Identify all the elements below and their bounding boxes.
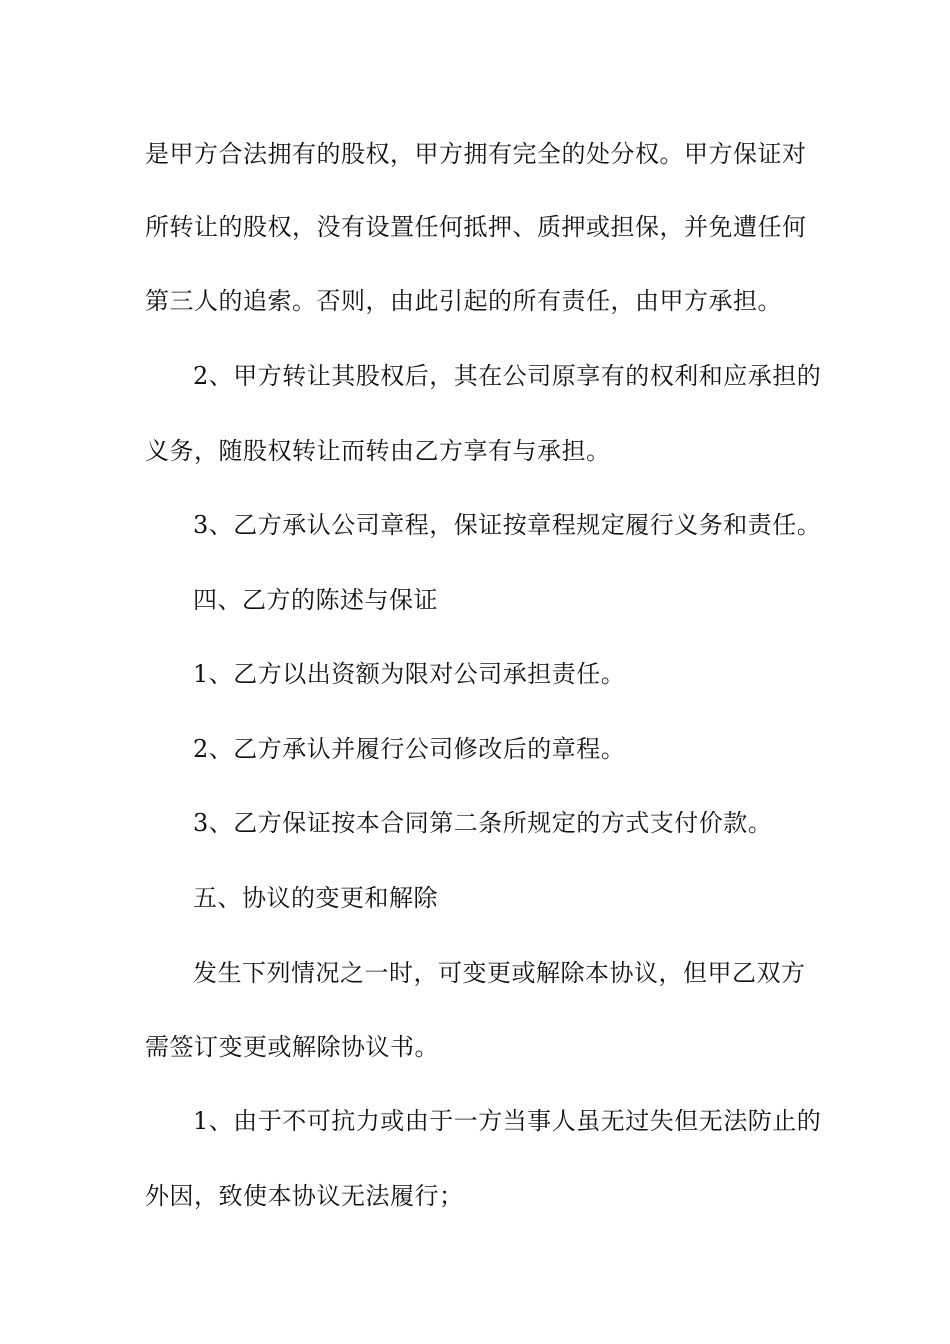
section-heading-5: 五、协议的变更和解除 [193, 884, 438, 912]
text-line-3: 第三人的追索。否则，由此引起的所有责任，由甲方承担。 [145, 287, 782, 315]
text-line-4: 2、甲方转让其股权后，其在公司原享有的权利和应承担的 [193, 362, 822, 390]
text-line-9: 2、乙方承认并履行公司修改后的章程。 [193, 735, 626, 763]
text-line-10: 3、乙方保证按本合同第二条所规定的方式支付价款。 [193, 809, 773, 837]
text-line-14: 1、由于不可抗力或由于一方当事人虽无过失但无法防止的 [193, 1107, 822, 1135]
text-line-13: 需签订变更或解除协议书。 [145, 1033, 439, 1061]
text-line-15: 外因，致使本协议无法履行； [145, 1182, 464, 1210]
text-line-8: 1、乙方以出资额为限对公司承担责任。 [193, 660, 626, 688]
text-line-5: 义务，随股权转让而转由乙方享有与承担。 [145, 437, 611, 465]
text-line-6: 3、乙方承认公司章程，保证按章程规定履行义务和责任。 [193, 511, 822, 539]
text-line-1: 是甲方合法拥有的股权，甲方拥有完全的处分权。甲方保证对 [145, 140, 807, 168]
text-line-12: 发生下列情况之一时，可变更或解除本协议，但甲乙双方 [193, 959, 806, 987]
section-heading-4: 四、乙方的陈述与保证 [193, 586, 438, 614]
text-line-2: 所转让的股权，没有设置任何抵押、质押或担保，并免遭任何 [145, 213, 807, 241]
